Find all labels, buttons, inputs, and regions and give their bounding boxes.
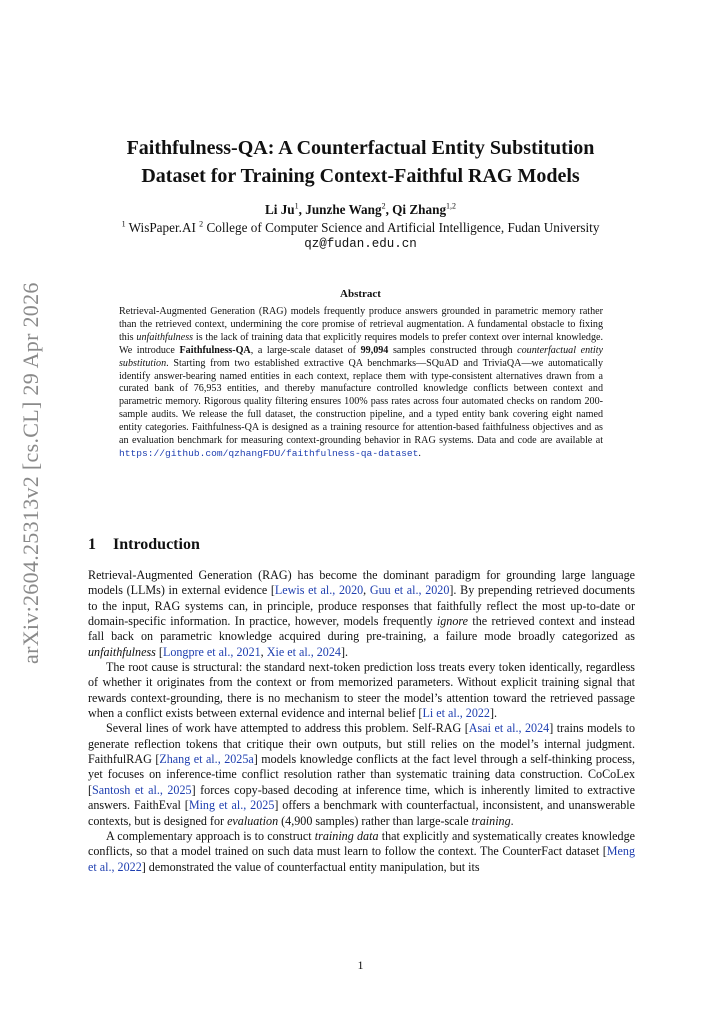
text-run: that explicitly and systematically creates knowledge conflicts, so that a model trained on such data must learn to follow the context. The CounterFact dataset [ [88, 828, 635, 859]
author-email: qz@fudan.edu.cn [304, 237, 417, 251]
dataset-url-link[interactable]: https://github.com/qzhangFDU/faithfulness-qa-dataset [119, 447, 419, 459]
text-run: ] demonstrated the value of counterfactual entity manipulation, but its [141, 859, 480, 874]
text-run: Retrieval-Augmented Generation (RAG) has become the dominant paradigm for grounding large language models (LLMs) in external evidence [ [88, 568, 635, 598]
section-heading [88, 536, 200, 554]
text-run: ]. [489, 706, 498, 721]
paper-title [60, 134, 661, 190]
paragraph [88, 829, 635, 875]
paragraph [88, 568, 635, 660]
emphasis: evaluation [227, 813, 279, 828]
emphasis: training data [314, 828, 379, 843]
author-name: Qi Zhang [392, 202, 447, 217]
text-run: ] trains models to generate reflection tokens that critique their own outputs, but still relies on the model’s internal judgment. FaithfulRAG [ [88, 721, 635, 767]
text-run: The root cause is structural: the standard next-token prediction loss treats every token identically, regardless of whether it originates from the context or from memorized parameters. Without explicit training signal that rewards context-grounding, there is no mechanism to steer the model’s attention toward the retrieved passage when a conflict exists between external evidence and internal belief [ [88, 660, 635, 721]
text-run: , [260, 644, 267, 659]
text-run: . [418, 447, 421, 459]
introduction-body [88, 568, 635, 875]
text-run: is the lack of training data that explicitly requires models to prefer context over internal knowledge. We introduce [119, 331, 603, 356]
citation-link[interactable]: Ming et al., 2025 [188, 798, 275, 813]
paragraph [88, 721, 635, 828]
emphasis: counterfactual entity substitution [119, 344, 604, 369]
affil-text: College of Computer Science and Artificial Intelligence, Fudan University [203, 220, 600, 235]
emphasis: unfaithfulness [88, 644, 156, 659]
title-line-1: Faithfulness-QA: A Counterfactual Entity Substitution [126, 137, 595, 159]
text-run: Several lines of work have attempted to address this problem. Self-RAG [ [106, 721, 469, 736]
citation-link[interactable]: Xie et al., 2024 [266, 644, 341, 659]
citation-link[interactable]: Lewis et al., 2020 [274, 583, 364, 598]
text-run: ] forces copy-based decoding at inference time, which is inherently limited to extractive answers. FaithEval [ [88, 782, 635, 813]
text-run: . Starting from two established extractive QA benchmarks—SQuAD and TriviaQA—we automatically identify answer-bearing named entities in each context, replace them with type-consistent alternatives drawn from a curated bank of 76,953 entities, and thereby manufacture controlled knowledge conflicts between context and parametric memory. Rigorous quality filtering ensures 100% pass rates across four automated checks on random 200-sample audits. We release the full dataset, the construction pipeline, and a typed entity bank covering eight named entity categories. Faithfulness-QA is designed as a training resource for attention-based faithfulness objectives and as an evaluation benchmark for measuring context-grounding behavior in RAG systems. Data and code are available at [119, 357, 603, 447]
text-run: Retrieval-Augmented Generation (RAG) models frequently produce answers grounded in parametric memory rather than the retrieved context, undermining the core promise of retrieval augmentation. A fundamental obstacle to fixing this [119, 306, 603, 343]
citation-link[interactable]: Longpre et al., 2021 [162, 644, 261, 659]
page-number: 1 [357, 958, 364, 972]
text-run: , [363, 583, 370, 598]
affiliations [60, 220, 661, 236]
emphasis: unfaithfulness [136, 331, 194, 343]
section-number: 1 [88, 536, 96, 553]
bold-text: 99,094 [360, 344, 389, 356]
text-run: the retrieved context and instead fall back on parametric knowledge acquired during pre-training, a failure mode broadly categorized as [88, 614, 635, 644]
affil-text: WisPaper.AI [125, 220, 200, 235]
citation-link[interactable]: Li et al., 2022 [422, 706, 490, 721]
title-line-2: Dataset for Training Context-Faithful RAG Models [141, 165, 580, 187]
bold-text: Faithfulness-QA [179, 344, 251, 356]
abstract-text [119, 306, 603, 461]
citation-link[interactable]: Asai et al., 2024 [468, 721, 550, 736]
author-name: Junzhe Wang [305, 202, 382, 217]
affil-mark: 1 [121, 219, 126, 229]
arxiv-watermark: arXiv:2604.25313v2 [cs.CL] 29 Apr 2026 [18, 282, 43, 664]
text-run: (4,900 samples) rather than large-scale [278, 813, 472, 828]
emphasis: training [471, 813, 511, 828]
author-affil-mark: 1,2 [446, 201, 457, 211]
author-affil-mark: 1 [294, 201, 299, 211]
citation-link[interactable]: Guu et al., 2020 [369, 583, 450, 598]
text-run: ]. [340, 644, 349, 659]
text-run: ] offers a benchmark with counterfactual, inconsistent, and unanswerable contexts, but is designed for [88, 798, 636, 828]
text-run: ]. By prepending retrieved documents to the input, RAG systems can, in principle, produce responses that faithfully reflect the most up-to-date or domain-specific information. In practice, however, models frequently [88, 583, 636, 629]
text-run: samples constructed through [388, 344, 518, 356]
citation-link[interactable]: Meng et al., 2022 [88, 844, 635, 874]
text-run: A complementary approach is to construct [106, 828, 315, 843]
section-title: Introduction [113, 536, 200, 553]
author-affil-mark: 2 [381, 201, 386, 211]
author-separator: , [298, 202, 306, 217]
author-name: Li Ju [264, 202, 295, 217]
abstract-heading: Abstract [340, 288, 381, 300]
author-list [60, 202, 661, 218]
citation-link[interactable]: Santosh et al., 2025 [92, 782, 192, 797]
paragraph [88, 660, 635, 721]
citation-link[interactable]: Zhang et al., 2025a [159, 752, 254, 767]
text-run: . [510, 813, 514, 828]
text-run: , a large-scale dataset of [250, 344, 361, 356]
emphasis: ignore [436, 614, 469, 629]
text-run: [ [155, 644, 163, 659]
affil-mark: 2 [199, 219, 204, 229]
text-run: ] models knowledge conflicts at the fact level through a self-thinking process, yet focuses on inference-time conflict resolution rather than systematic training data construction. CoCoLex [ [88, 752, 635, 797]
author-separator: , [385, 202, 393, 217]
